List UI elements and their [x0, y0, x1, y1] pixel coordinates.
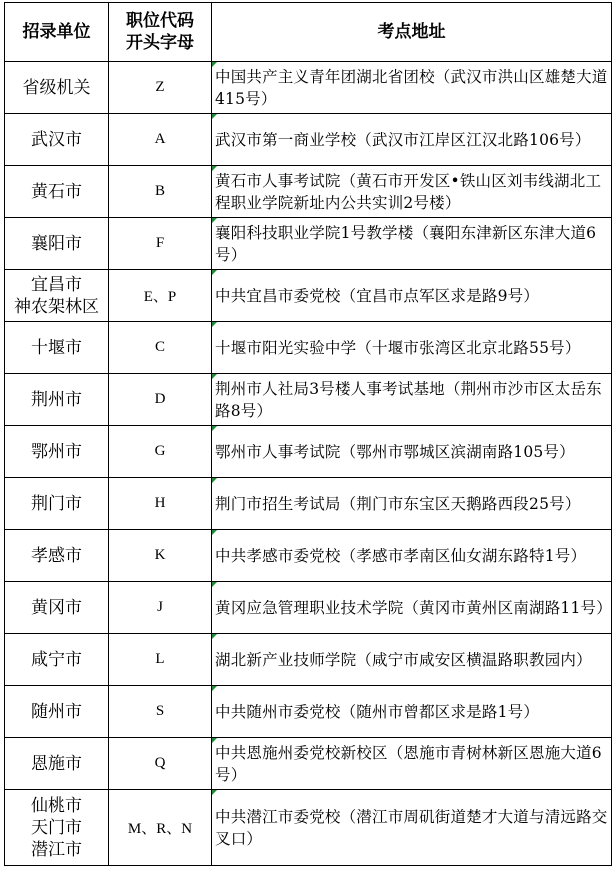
- table-row: [5, 478, 612, 530]
- header-unit: 招录单位: [5, 3, 109, 62]
- code-cell: F: [109, 218, 212, 270]
- table-row: [5, 322, 612, 374]
- unit-line: 潜江市: [31, 839, 82, 860]
- address-cell: 中共孝感市委党校（孝感市孝南区仙女湖东路特1号）: [212, 530, 612, 582]
- unit-line: 天门市: [31, 817, 82, 838]
- code-cell: J: [109, 582, 212, 634]
- header-code-line1: 职位代码: [126, 11, 194, 31]
- address-cell: 武汉市第一商业学校（武汉市江岸区江汉北路106号）: [212, 114, 612, 166]
- unit-cell: 襄阳市: [5, 218, 109, 270]
- unit-cell: 黄石市: [5, 166, 109, 218]
- exam-location-table: [4, 2, 612, 866]
- unit-cell: 随州市: [5, 686, 109, 738]
- unit-cell: 荆州市: [5, 374, 109, 426]
- address-cell: 黄石市人事考试院（黄石市开发区•铁山区刘韦线湖北工程职业学院新址内公共实训2号楼）: [212, 166, 612, 218]
- address-cell: 中国共产主义青年团湖北省团校（武汉市洪山区雄楚大道415号）: [212, 62, 612, 114]
- address-cell: 中共随州市委党校（随州市曾都区求是路1号）: [212, 686, 612, 738]
- code-cell: Z: [109, 62, 212, 114]
- address-cell: 鄂州市人事考试院（鄂州市鄂城区滨湖南路105号）: [212, 426, 612, 478]
- address-cell: 荆门市招生考试局（荆门市东宝区天鹅路西段25号）: [212, 478, 612, 530]
- unit-cell: [5, 790, 109, 866]
- header-address: 考点地址: [212, 3, 612, 62]
- address-cell: 中共宜昌市委党校（宜昌市点军区求是路9号）: [212, 270, 612, 322]
- code-cell: M、R、N: [109, 790, 212, 866]
- unit-cell: 咸宁市: [5, 634, 109, 686]
- table-row: [5, 634, 612, 686]
- unit-cell: 孝感市: [5, 530, 109, 582]
- unit-line: 宜昌市: [31, 274, 82, 295]
- table-row: [5, 270, 612, 322]
- header-code-line2: 开头字母: [126, 33, 194, 53]
- code-cell: E、P: [109, 270, 212, 322]
- table-row: [5, 426, 612, 478]
- unit-line: 神农架林区: [14, 296, 99, 317]
- address-cell: 荆州市人社局3号楼人事考试基地（荆州市沙市区太岳东路8号）: [212, 374, 612, 426]
- code-cell: C: [109, 322, 212, 374]
- code-cell: G: [109, 426, 212, 478]
- code-cell: B: [109, 166, 212, 218]
- unit-cell: 鄂州市: [5, 426, 109, 478]
- address-cell: 黄冈应急管理职业技术学院（黄冈市黄州区南湖路11号）: [212, 582, 612, 634]
- unit-cell: 武汉市: [5, 114, 109, 166]
- unit-cell: [5, 270, 109, 322]
- unit-cell: 十堰市: [5, 322, 109, 374]
- unit-cell: 荆门市: [5, 478, 109, 530]
- table-row: [5, 374, 612, 426]
- unit-line: 仙桃市: [31, 795, 82, 816]
- unit-cell: 省级机关: [5, 62, 109, 114]
- table-row: [5, 218, 612, 270]
- code-cell: D: [109, 374, 212, 426]
- table-row: [5, 582, 612, 634]
- table-header-row: [5, 3, 612, 62]
- address-cell: 襄阳科技职业学院1号教学楼（襄阳东津新区东津大道6号）: [212, 218, 612, 270]
- table-row: [5, 738, 612, 790]
- table-row: [5, 166, 612, 218]
- code-cell: S: [109, 686, 212, 738]
- code-cell: A: [109, 114, 212, 166]
- address-cell: 中共恩施州委党校新校区（恩施市青树林新区恩施大道6号）: [212, 738, 612, 790]
- table-row: [5, 790, 612, 866]
- table-row: [5, 114, 612, 166]
- header-code: [109, 3, 212, 62]
- code-cell: K: [109, 530, 212, 582]
- unit-cell: 恩施市: [5, 738, 109, 790]
- code-cell: Q: [109, 738, 212, 790]
- address-cell: 十堰市阳光实验中学（十堰市张湾区北京北路55号）: [212, 322, 612, 374]
- code-cell: H: [109, 478, 212, 530]
- code-cell: L: [109, 634, 212, 686]
- table-row: [5, 530, 612, 582]
- address-cell: 湖北新产业技师学院（咸宁市咸安区横温路职教园内）: [212, 634, 612, 686]
- table-row: [5, 686, 612, 738]
- unit-cell: 黄冈市: [5, 582, 109, 634]
- table-row: [5, 62, 612, 114]
- address-cell: 中共潜江市委党校（潜江市周矶街道楚才大道与清远路交叉口）: [212, 790, 612, 866]
